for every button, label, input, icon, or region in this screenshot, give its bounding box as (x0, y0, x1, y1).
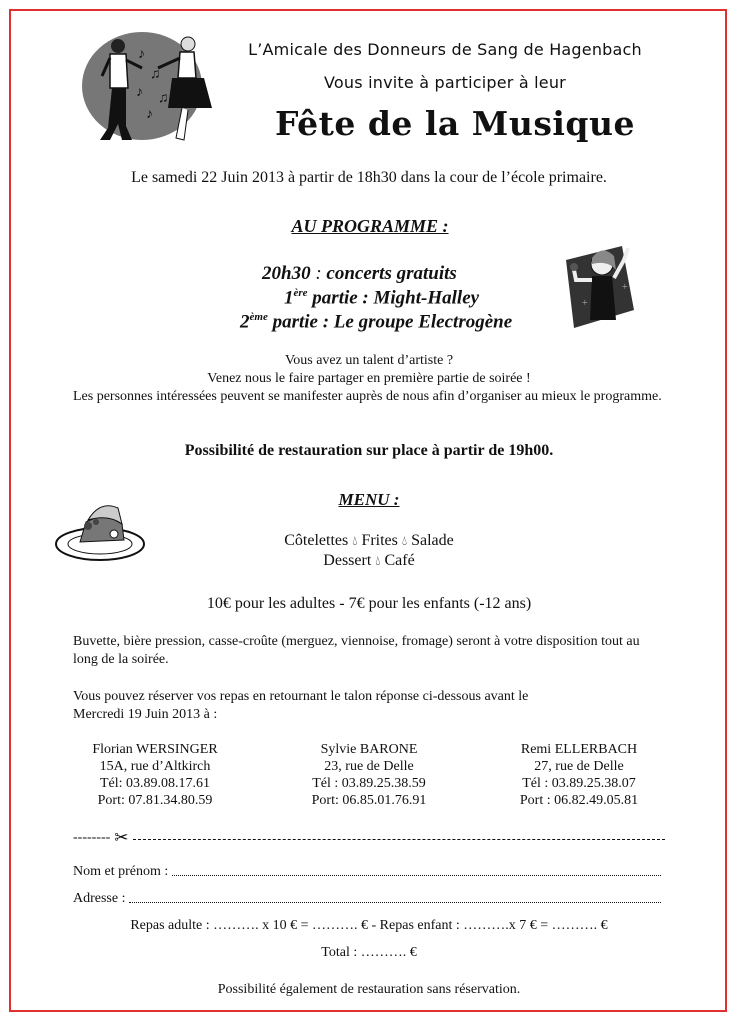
contact-phone: Tél : 03.89.25.38.59 (312, 776, 426, 791)
svg-text:♪: ♪ (138, 47, 145, 62)
menu-prices: 10€ pour les adultes - 7€ pour les enfants (-12 ans) (206, 595, 532, 612)
contact-name: Florian WERSINGER (92, 742, 218, 757)
programme-heading: AU PROGRAMME : (291, 216, 449, 236)
menu-item: Côtelettes (284, 532, 349, 549)
contact-phone: Tél: 03.89.08.17.61 (99, 776, 211, 791)
programme-part2 (240, 311, 512, 333)
plate-icon (52, 494, 148, 566)
part1-text: partie : Might-Halley (307, 287, 480, 309)
menu-row-2 (200, 552, 538, 570)
talent-invite: Venez nous le faire partager en première partie de soirée ! (207, 371, 531, 386)
svg-text:+: + (622, 282, 628, 293)
drop-icon: 💧︎ (352, 533, 358, 548)
contact-card (494, 741, 664, 809)
contact-card (284, 741, 454, 809)
part1-suffix: ère (293, 287, 308, 299)
contact-mobile: Port: 07.81.34.80.59 (97, 793, 213, 808)
menu-item: Frites (361, 532, 398, 549)
programme-time-sep: : (310, 263, 327, 284)
programme-part1 (284, 287, 479, 309)
contact-address: 27, rue de Delle (534, 759, 624, 774)
contact-mobile: Port : 06.82.49.05.81 (519, 793, 639, 808)
svg-text:♫: ♫ (158, 91, 169, 106)
address-input-line[interactable] (129, 902, 661, 903)
page-title: Fête de la Musique (274, 104, 635, 143)
contact-name: Remi ELLERBACH (520, 742, 638, 757)
name-label: Nom et prénom : (73, 864, 172, 879)
svg-text:♪: ♪ (146, 107, 153, 122)
programme-time: 20h30 (262, 263, 311, 284)
programme-time-line (262, 263, 457, 285)
date-line: Le samedi 22 Juin 2013 à partir de 18h30 dans la cour de l’école primaire. (131, 169, 607, 186)
svg-text:♪: ♪ (136, 85, 143, 100)
programme-time-desc: concerts gratuits (326, 263, 457, 284)
organizer-line: L’Amicale des Donneurs de Sang de Hagenbach (248, 40, 642, 59)
contact-card (70, 741, 240, 809)
dashed-separator (133, 839, 665, 840)
menu-row-1 (200, 532, 538, 550)
restauration-note: Possibilité de restauration sur place à partir de 19h00. (184, 442, 554, 459)
talent-contact: Les personnes intéressées peuvent se manifester auprès de nous afin d’organiser au mieux le programme. (73, 389, 662, 404)
address-label: Adresse : (73, 891, 129, 906)
menu-item: Dessert (323, 552, 372, 569)
buvette-note: Buvette, bière pression, casse-croûte (merguez, viennoise, fromage) seront à votre disposition tout au long de la soirée. (73, 634, 640, 667)
scissors-icon: ✂︎ (114, 828, 129, 847)
contact-phone: Tél : 03.89.25.38.07 (522, 776, 636, 791)
contact-mobile: Port: 06.85.01.76.91 (311, 793, 427, 808)
svg-text:♫: ♫ (150, 67, 161, 82)
dancing-couple-icon (80, 28, 220, 148)
part1-number: 1 (284, 287, 294, 309)
singer-icon (562, 240, 638, 332)
talent-question: Vous avez un talent d’artiste ? (284, 353, 454, 368)
svg-text:+: + (582, 298, 588, 309)
contact-address: 23, rue de Delle (324, 759, 414, 774)
name-input-line[interactable] (172, 875, 661, 876)
meal-count-line[interactable]: Repas adulte : ………. x 10 € = ………. € - Repas enfant : ……….x 7 € = ………. € (130, 918, 608, 933)
cut-line (73, 829, 665, 847)
contact-name: Sylvie BARONE (320, 742, 418, 757)
reservation-line-1: Vous pouvez réserver vos repas en retournant le talon réponse ci-dessous avant le (73, 689, 529, 704)
part2-number: 2 (240, 311, 250, 333)
cut-prefix: -------- (73, 830, 111, 845)
part2-suffix: ème (249, 311, 268, 323)
name-field[interactable] (73, 864, 661, 880)
menu-item: Café (384, 552, 415, 569)
address-field[interactable] (73, 891, 661, 907)
footer-note: Possibilité également de restauration sans réservation. (217, 982, 521, 997)
menu-item: Salade (411, 532, 454, 549)
drop-icon: 💧︎ (401, 533, 408, 548)
contact-address: 15A, rue d’Altkirch (99, 759, 211, 774)
invite-line: Vous invite à participer à leur (324, 73, 566, 92)
reservation-line-2: Mercredi 19 Juin 2013 à : (73, 707, 218, 722)
total-line[interactable]: Total : ………. € (321, 945, 417, 960)
part2-text: partie : Le groupe Electrogène (267, 311, 513, 333)
menu-heading: MENU : (338, 490, 400, 509)
drop-icon: 💧︎ (375, 553, 381, 568)
